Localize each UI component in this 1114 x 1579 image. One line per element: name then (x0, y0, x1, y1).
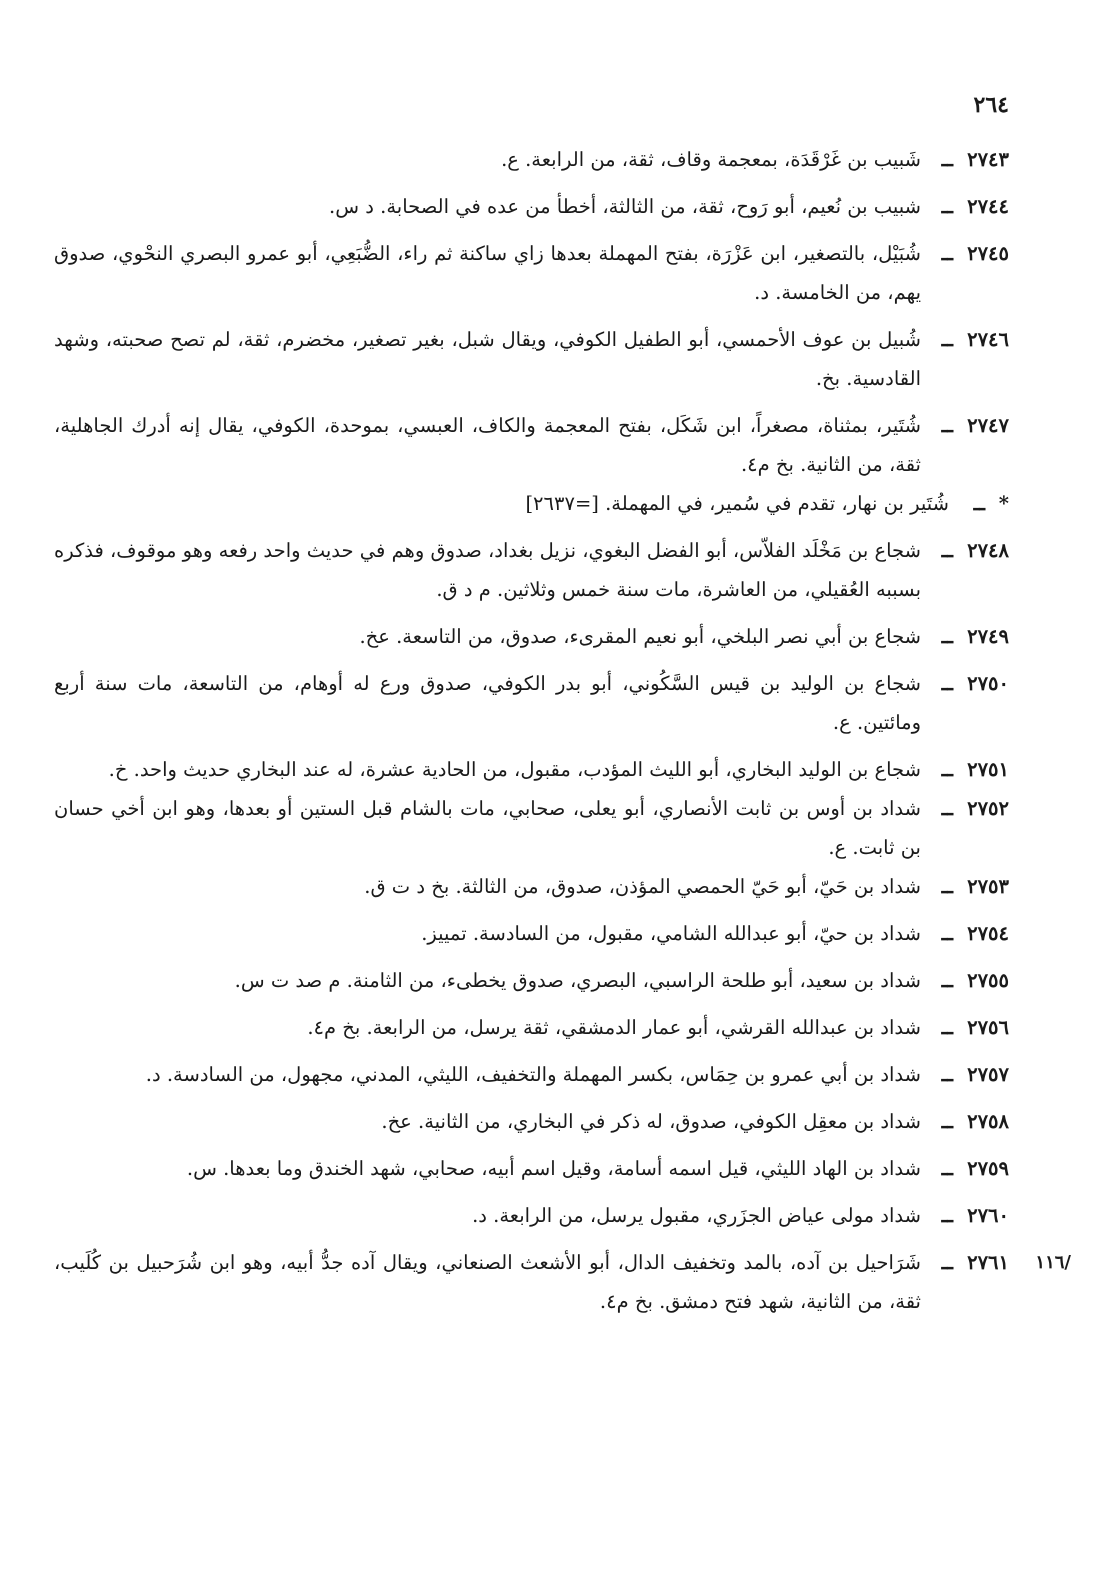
entry-2751 (54, 750, 1009, 789)
entry-number: ٢٧٤٣ (967, 148, 1009, 171)
entry-number: ٢٧٦٠ (967, 1204, 1009, 1227)
entry-number: ٢٧٤٨ (967, 539, 1009, 562)
entry-text: شَرَاحيل بن آده، بالمد وتخفيف الدال، أبو الأشعث الصنعاني، ويقال آده جدُّ أبيه، وهو ابن شُرَحبيل بن كُلَيب، ثقة، من الثانية، شهد فتح دمشق. بخ م٤. (54, 1251, 921, 1313)
entry-number: ٢٧٥٩ (967, 1157, 1009, 1180)
entry-2744 (54, 187, 1009, 226)
entry-dash: ــ (941, 1251, 953, 1274)
entry-text: شداد بن الهاد الليثي، قيل اسمه أسامة، وقيل اسم أبيه، صحابي، شهد الخندق وما بعدها. س. (186, 1157, 921, 1180)
entry-2746 (54, 320, 1009, 398)
entry-dash: ــ (941, 875, 953, 898)
entry-dash: ــ (941, 414, 953, 437)
entry-2747 (54, 406, 1009, 484)
entries-list (54, 140, 1071, 1321)
entry-dash: ــ (941, 195, 953, 218)
entry-text: شجاع بن الوليد البخاري، أبو الليث المؤدب، مقبول، من الحادية عشرة، له عند البخاري حديث واحد. خ. (108, 758, 921, 781)
entry-2752 (54, 789, 1009, 867)
entry-number: ٢٧٥٣ (967, 875, 1009, 898)
entry-dash: ــ (941, 922, 953, 945)
page-number: ٢٦٤ (973, 92, 1009, 118)
entry-number: ٢٧٥٦ (967, 1016, 1009, 1039)
entry-text: شداد مولى عياض الجزَري، مقبول يرسل، من الرابعة. د. (472, 1204, 921, 1227)
entry-number: ٢٧٥٤ (967, 922, 1009, 945)
entry-dash: ــ (941, 539, 953, 562)
entry-text: شداد بن سعيد، أبو طلحة الراسبي، البصري، صدوق يخطىء، من الثامنة. م صد ت س. (234, 969, 921, 992)
entry-dash: ــ (941, 328, 953, 351)
entry-2743 (54, 140, 1009, 179)
entry-2757 (54, 1055, 1009, 1094)
entry-dash: ــ (941, 1110, 953, 1133)
entry-cross-reference (54, 484, 1009, 523)
entry-number: ٢٧٤٤ (967, 195, 1009, 218)
entry-text: شداد بن أوس بن ثابت الأنصاري، أبو يعلى، صحابي، مات بالشام قبل الستين أو بعدها، وهو ابن أخي حسان بن ثابت. ع. (54, 797, 921, 859)
entry-dash: ــ (941, 969, 953, 992)
entry-2758 (54, 1102, 1009, 1141)
entry-2755 (54, 961, 1009, 1000)
entry-text: شبيب بن نُعيم، أبو رَوح، ثقة، من الثالثة، أخطأ من عده في الصحابة. د س. (329, 195, 921, 218)
entry-text: شداد بن أبي عمرو بن حِمَاس، بكسر المهملة والتخفيف، الليثي، المدني، مجهول، من السادسة. د. (145, 1063, 921, 1086)
entry-dash: ــ (941, 148, 953, 171)
entry-dash: ــ (941, 758, 953, 781)
entry-dash: ــ (941, 242, 953, 265)
entry-text: شداد بن حيّ، أبو عبدالله الشامي، مقبول، من السادسة. تمييز. (421, 922, 921, 945)
entry-number: ٢٧٥٠ (967, 672, 1009, 695)
entry-text: شداد بن معقِل الكوفي، صدوق، له ذكر في البخاري، من الثانية. عخ. (381, 1110, 921, 1133)
entry-2759 (54, 1149, 1009, 1188)
asterisk-icon: * (998, 492, 1009, 515)
entry-number: ٢٧٤٥ (967, 242, 1009, 265)
entry-text: شجاع بن الوليد بن قيس السَّكُوني، أبو بدر الكوفي، صدوق ورع له أوهام، من التاسعة، مات سنة أربع ومائتين. ع. (54, 672, 921, 734)
entry-2750 (54, 664, 1009, 742)
entry-dash: ــ (973, 492, 985, 515)
entry-2749 (54, 617, 1009, 656)
entry-dash: ــ (941, 1204, 953, 1227)
entry-dash: ــ (941, 625, 953, 648)
entry-number: ٢٧٥٢ (967, 797, 1009, 820)
entry-dash: ــ (941, 1063, 953, 1086)
entry-number: ٢٧٥١ (967, 758, 1009, 781)
entry-dash: ــ (941, 797, 953, 820)
entry-text: شجاع بن أبي نصر البلخي، أبو نعيم المقرىء، صدوق، من التاسعة. عخ. (359, 625, 921, 648)
entry-dash: ــ (941, 1016, 953, 1039)
entry-number: ٢٧٥٥ (967, 969, 1009, 992)
entry-number: ٢٧٤٧ (967, 414, 1009, 437)
entry-2748 (54, 531, 1009, 609)
entry-text: شجاع بن مَخْلَد الفلاّس، أبو الفضل البغوي، نزيل بغداد، صدوق وهم في حديث واحد رفعه وهو موقوف، فذكره بسببه العُقيلي، من العاشرة، مات سنة خمس وثلاثين. م د ق. (54, 539, 921, 601)
entry-text: شَبيب بن غَرْقَدَة، بمعجمة وقاف، ثقة، من الرابعة. ع. (501, 148, 921, 171)
entry-text: شداد بن حَيّ، أبو حَيّ الحمصي المؤذن، صدوق، من الثالثة. بخ د ت ق. (364, 875, 921, 898)
entry-2753 (54, 867, 1009, 906)
entry-dash: ــ (941, 672, 953, 695)
entry-2761 (54, 1243, 1071, 1321)
entry-text: شُتَير، بمثناة، مصغراً، ابن شَكَل، بفتح المعجمة والكاف، العبسي، بموحدة، الكوفي، يقال إنه أدرك الجاهلية، ثقة، من الثانية. بخ م٤. (54, 414, 921, 476)
entry-2754 (54, 914, 1009, 953)
entry-text: شُبيل بن عوف الأحمسي، أبو الطفيل الكوفي، ويقال شبل، بغير تصغير، مخضرم، ثقة، لم تصح صحبته، وشهد القادسية. بخ. (54, 328, 921, 390)
entry-text: شداد بن عبدالله القرشي، أبو عمار الدمشقي، ثقة يرسل، من الرابعة. بخ م٤. (307, 1016, 921, 1039)
entry-dash: ــ (941, 1157, 953, 1180)
entry-text: شُبَيْل، بالتصغير، ابن عَزْرَة، بفتح المهملة بعدها زاي ساكنة ثم راء، الضُّبَعِي، أبو عمرو البصري النحْوي، صدوق يهم، من الخامسة. د. (54, 242, 921, 304)
entry-text: شُتَير بن نهار، تقدم في سُمير، في المهملة. [=٢٦٣٧] (525, 492, 949, 515)
entry-2760 (54, 1196, 1009, 1235)
entry-number: ٢٧٥٨ (967, 1110, 1009, 1133)
entry-number: ٢٧٤٦ (967, 328, 1009, 351)
entry-number: ٢٧٥٧ (967, 1063, 1009, 1086)
margin-reference: /١١٦ (1035, 1252, 1071, 1273)
entry-number: ٢٧٤٩ (967, 625, 1009, 648)
entry-number: ٢٧٦١ (967, 1251, 1009, 1274)
entry-2756 (54, 1008, 1009, 1047)
entry-2745 (54, 234, 1009, 312)
